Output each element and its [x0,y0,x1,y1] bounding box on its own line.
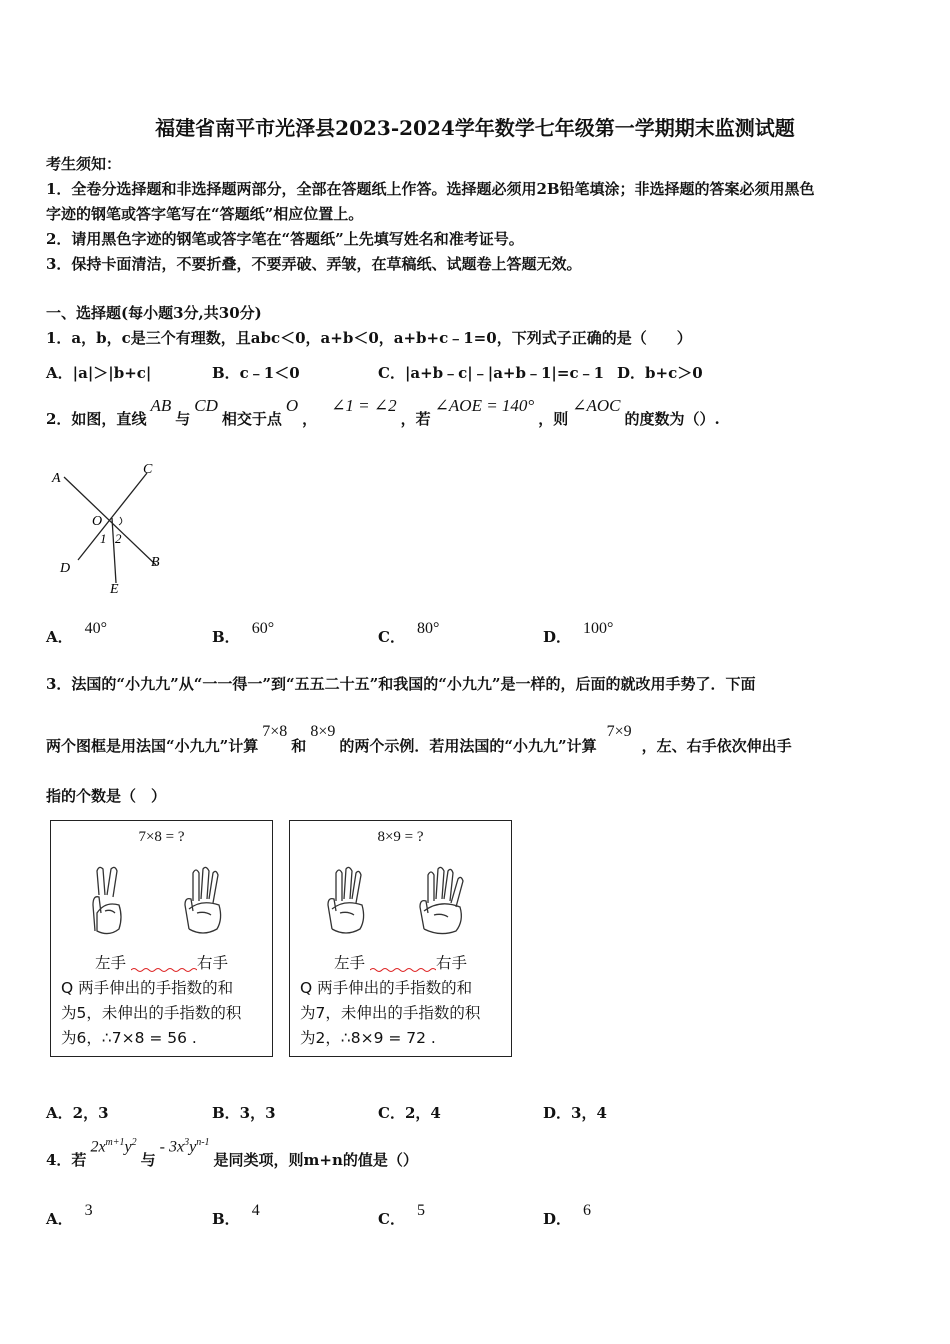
q4-term-1 [90,1137,136,1156]
q2-text-7: 的度数为（）. [624,410,720,428]
ray-oe [112,518,116,583]
q3-option-b[interactable]: B．3，3 [212,1104,276,1122]
q3-example-box-1 [50,820,273,1057]
q4-term-2-base: - 3x [159,1138,185,1156]
box2-line-1: Q 两手伸出的手指数的和 [300,979,473,997]
q4-option-a[interactable] [46,1202,93,1229]
q2-option-a-label: A． [46,628,73,646]
box2-wavy-underline [370,967,436,973]
label-o: O [92,514,103,529]
q3-option-c[interactable]: C．2，4 [378,1104,441,1122]
q1-option-b[interactable]: B．c﹣1＜0 [212,364,300,382]
box1-hands-illustration [85,865,245,945]
q2-option-a-value: 40° [84,620,108,637]
box1-equation: 7×8 = ? [138,829,185,845]
q4-option-b-value: 4 [251,1202,260,1219]
box1-line-2: 为5，未伸出的手指数的积 [61,1004,242,1022]
q3-line-1: 3．法国的“小九九”从“一一得一”到“五五二十五”和我国的“小九九”是一样的，后面的就改用手势了．下面 [46,675,756,693]
label-c: C [143,462,153,477]
q3-math-7x8: 7×8 [262,723,288,740]
q3-text-1: 两个图框是用法国“小九九”计算 [46,737,259,755]
q2-option-d-value: 100° [583,620,614,637]
page-title: 福建省南平市光泽县2023-2024学年数学七年级第一学期期末监测试题 [155,116,795,140]
section-heading: 一、选择题(每小题3分,共30分) [46,304,262,322]
q2-text-5: ，若 [400,410,431,428]
box2-line-3: 为2，∴8×9 = 72 . [300,1029,436,1047]
box1-line-1: Q 两手伸出的手指数的和 [61,979,234,997]
q4-term-2-y: y [189,1138,197,1156]
q4-option-c-value: 5 [416,1202,425,1219]
q4-stem [46,1137,418,1170]
notice-line-3: 3．保持卡面清洁，不要折叠，不要弄破、弄皱，在草稿纸、试题卷上答题无效。 [46,255,582,273]
q4-option-c[interactable] [378,1202,425,1229]
q2-option-b-value: 60° [251,620,275,637]
q2-math-ab: AB [150,396,172,415]
q4-option-d-value: 6 [583,1202,592,1219]
q2-option-a[interactable] [46,620,108,647]
label-2: 2 [115,531,122,546]
box2-hands-illustration [324,865,484,945]
q2-option-d[interactable] [543,620,614,647]
q4-term-2 [160,1137,210,1156]
notice-line-2: 2．请用黑色字迹的钢笔或答字笔在“答题纸”上先填写姓名和准考证号。 [46,230,524,248]
label-b: B [151,555,160,570]
q2-stem [46,396,720,429]
q3-math-8x9: 8×9 [310,723,336,740]
box1-line-3: 为6，∴7×8 = 56 . [61,1029,197,1047]
q4-term-1-exp-x: m+1 [105,1137,125,1148]
q2-text-6: ，则 [538,410,569,428]
q2-option-b[interactable] [212,620,275,647]
q2-math-aoc: ∠AOC [572,396,621,415]
q4-term-2-exp-x: 3 [184,1137,190,1148]
q2-option-d-label: D． [543,628,572,646]
q3-text-3: 的两个示例．若用法国的“小九九”计算 [339,737,597,755]
q4-term-2-exp-y: n-1 [196,1137,210,1148]
label-d: D [60,561,71,576]
q4-text-1: 4．若 [46,1151,87,1169]
q2-text-2: 与 [175,410,191,428]
q3-text-4: ，左、右手依次伸出手 [641,737,792,755]
label-e: E [110,582,119,597]
q4-option-b[interactable] [212,1202,260,1229]
q2-text-1: 2．如图，直线 [46,410,147,428]
q2-math-o: O [285,396,299,415]
q4-option-c-label: C． [378,1210,405,1228]
q2-option-c-value: 80° [416,620,440,637]
box2-left-hand-label: 左手 [334,954,366,972]
q2-option-c-label: C． [378,628,405,646]
q4-option-d[interactable] [543,1202,592,1229]
q1-option-a[interactable]: A．|a|＞|b+c| [46,364,152,382]
q3-option-d[interactable]: D．3，4 [543,1104,607,1122]
box1-left-hand-label: 左手 [95,954,127,972]
label-a: A [52,471,61,486]
q2-text-4: ， [302,410,318,428]
q1-option-d[interactable]: D．b+c＞0 [617,364,703,382]
notice-line-1a: 1．全卷分选择题和非选择题两部分，全部在答题纸上作答。选择题必须用2B铅笔填涂；非选择题的答案必须用黑色 [46,180,815,198]
line-ab [64,477,156,565]
q3-math-7x9: 7×9 [606,723,632,740]
q4-term-1-exp-y: 2 [131,1137,137,1148]
q3-line-3: 指的个数是（ ） [46,787,167,805]
box2-equation: 8×9 = ? [377,829,424,845]
q4-option-d-label: D． [543,1210,572,1228]
q4-term-1-y: y [124,1138,132,1156]
q3-option-a[interactable]: A．2，3 [46,1104,109,1122]
box1-wavy-underline [131,967,197,973]
q1-option-c[interactable]: C．|a+b﹣c|﹣|a+b﹣1|=c﹣1 [378,364,605,382]
q1-stem: 1．a，b，c是三个有理数，且abc＜0，a+b＜0，a+b+c﹣1=0，下列式子正确的是（ ） [46,329,692,347]
angle-arc [119,517,122,525]
q4-option-a-value: 3 [84,1202,93,1219]
q2-math-aoe: ∠AOE = 140° [434,396,535,415]
q4-option-b-label: B． [212,1210,240,1228]
q2-text-3: 相交于点 [221,410,282,428]
q2-option-c[interactable] [378,620,440,647]
q3-line-2 [46,723,792,756]
q3-example-box-2 [289,820,512,1057]
notice-line-1b: 字迹的钢笔或答字笔写在“答题纸”相应位置上。 [46,205,364,223]
q2-option-b-label: B． [212,628,240,646]
q2-figure [44,455,184,600]
q2-math-cd: CD [194,396,218,415]
box1-right-hand-label: 右手 [197,954,229,972]
box2-line-2: 为7，未伸出的手指数的积 [300,1004,481,1022]
q4-term-1-base: 2x [90,1138,106,1156]
box2-right-hand-label: 右手 [436,954,468,972]
label-1: 1 [100,531,107,546]
q3-text-2: 和 [291,737,307,755]
notice-heading: 考生须知： [46,155,122,173]
q4-text-2: 与 [140,1151,156,1169]
q2-math-angles: ∠1 = ∠2 [331,396,397,415]
q4-text-3: 是同类项，则m+n的值是（） [213,1151,418,1169]
q4-option-a-label: A． [46,1210,73,1228]
